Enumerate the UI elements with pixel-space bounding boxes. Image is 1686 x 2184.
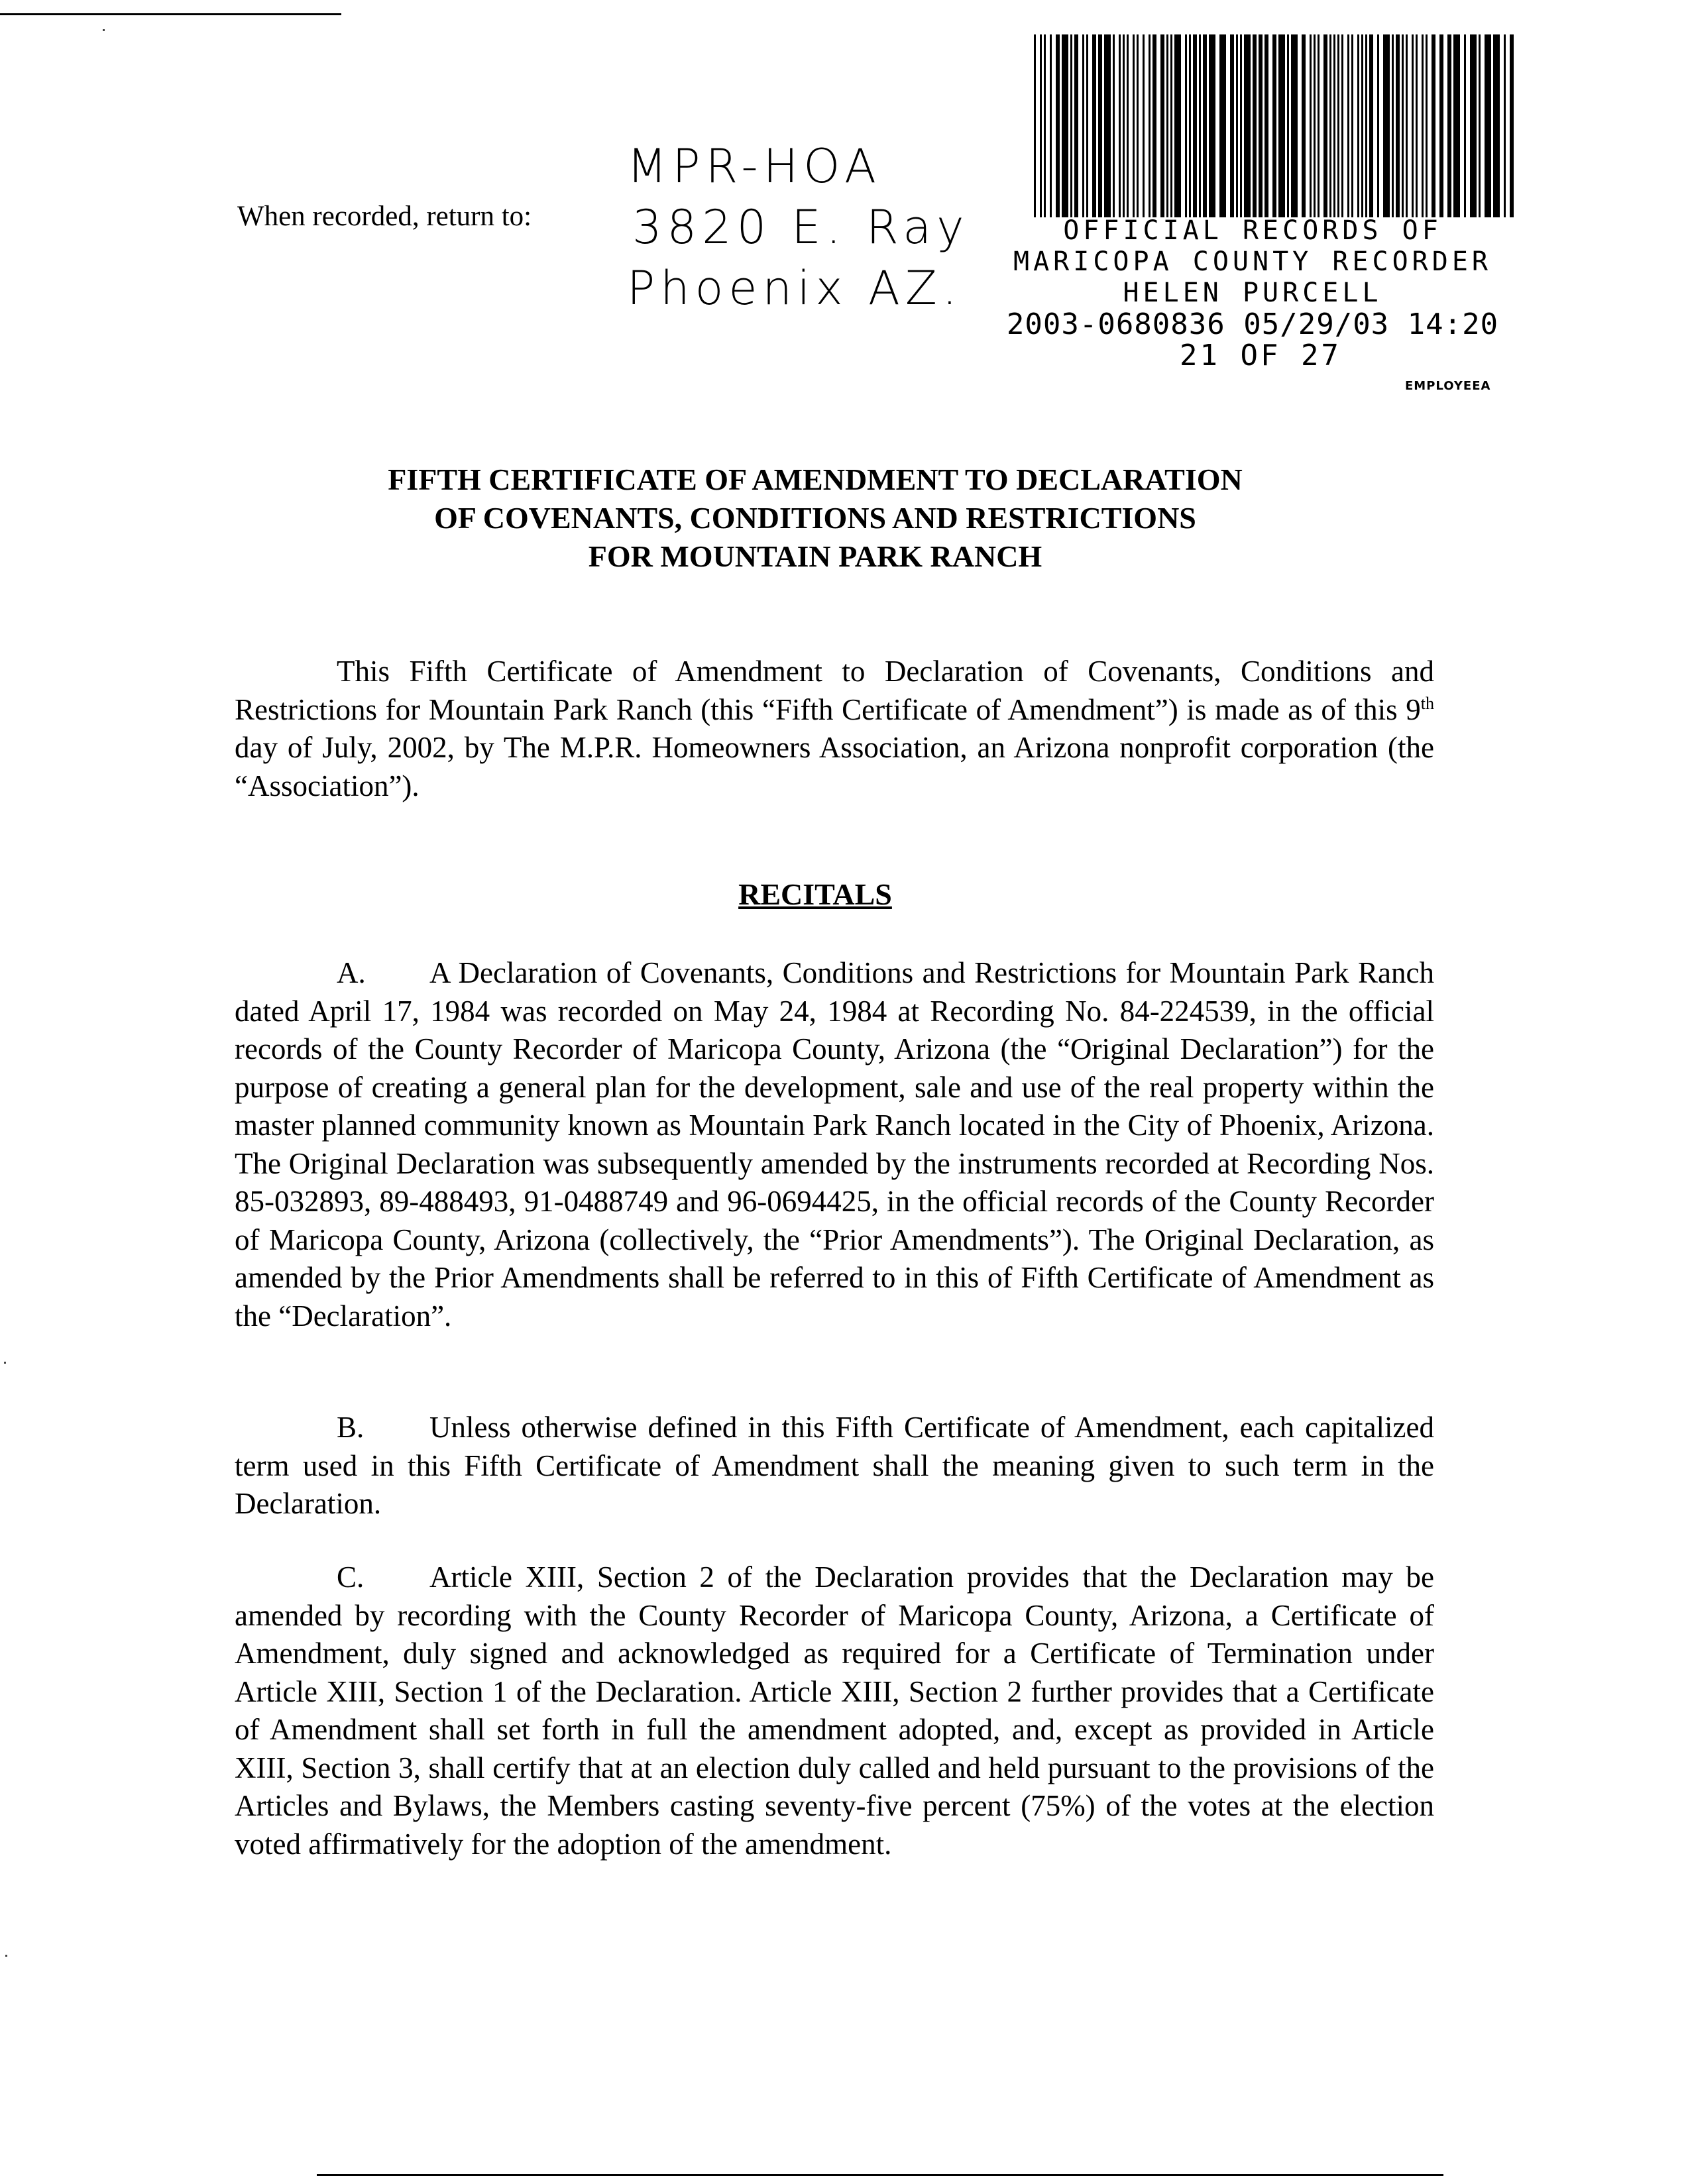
barcode-bar (1287, 34, 1289, 217)
barcode-bar (1062, 34, 1068, 217)
recorder-stamp (981, 215, 1524, 371)
handwritten-line: MPR-HOA (627, 139, 882, 193)
barcode-bar (1193, 34, 1197, 217)
barcode-bar (1453, 34, 1460, 217)
barcode-bar (1333, 34, 1335, 217)
barcode-bar (1133, 34, 1135, 217)
barcode-bar (1470, 34, 1477, 217)
barcode-bar (1137, 34, 1139, 217)
barcode-bar (1347, 34, 1349, 217)
barcode-bar (1104, 34, 1111, 217)
barcode-bar (1209, 34, 1215, 217)
barcode-bar (1406, 34, 1408, 217)
handwritten-return-address (627, 136, 970, 319)
recital-label: A. (337, 956, 366, 989)
barcode-bar (1199, 34, 1201, 217)
title-line: FIFTH CERTIFICATE OF AMENDMENT TO DECLARATION (388, 463, 1243, 496)
barcode-bar (1464, 34, 1466, 217)
barcode-bar (1203, 34, 1207, 217)
barcode-bar (1070, 34, 1072, 217)
recitals-heading: RECITALS (738, 877, 892, 911)
barcode-bar (1337, 34, 1339, 217)
ordinal-suffix: th (1420, 693, 1434, 713)
barcode-bar (1174, 34, 1181, 217)
recital-c (235, 1558, 1434, 1863)
barcode-bar (1253, 34, 1257, 217)
recital-text: Unless otherwise defined in this Fifth Certificate of Amendment, each capitalized term used in this Fifth Certificate of Amendment shall the meaning given to such term in the Declaration. (235, 1411, 1434, 1520)
barcode-bar (1412, 34, 1414, 217)
barcode-bar (1050, 34, 1052, 217)
barcode-bar (1160, 34, 1164, 217)
title-line: OF COVENANTS, CONDITIONS AND RESTRICTIONS (434, 501, 1196, 535)
barcode-bar (1329, 34, 1331, 217)
recital-label: C. (337, 1560, 365, 1594)
barcode-bar (1264, 34, 1268, 217)
barcode-bar (1219, 34, 1226, 217)
barcode-bar (1230, 34, 1234, 217)
employee-code: EMPLOYEEA (1405, 379, 1491, 393)
barcode-bar (1074, 34, 1078, 217)
barcode-bar (1402, 34, 1404, 217)
barcode-bar (1310, 34, 1312, 217)
barcode-bar (1082, 34, 1084, 217)
barcode-bar (1302, 34, 1306, 217)
recital-text: A Declaration of Covenants, Conditions and Restrictions for Mountain Park Ranch dated April 17, 1984 was recorded on May 24, 1984 at Recording No. 84-224539, in the official records of the County Recorder of Maricopa County, Arizona (the “Original Declaration”) for the purpose of creating a general plan for the development, sale and use of the real property within the master planned community known as Mountain Park Ranch located in the City of Phoenix, Arizona. The Original Declaration was subsequently amended by the instruments recorded at Recording Nos. 85-032893, 89-488493, 91-0488749 and 96-0694425, in the official records of the County Recorder of Maricopa County, Arizona (collectively, the “Prior Amendments”). The Original Declaration, as amended by the Prior Amendments shall be referred to in this of Fifth Certificate of Amendment as the “Declaration”. (235, 956, 1434, 1333)
barcode-bar (1426, 34, 1428, 217)
barcode-bar (1291, 34, 1298, 217)
barcode-bar (1392, 34, 1394, 217)
barcode-bar (1092, 34, 1096, 217)
intro-text: This Fifth Certificate of Amendment to Declaration of Covenants, Conditions and Restrictions for Mountain Park Ranch (this “Fifth Certificate of Amendment”) is made as of this 9 (235, 655, 1434, 726)
page-count: 21 OF 27 (1180, 339, 1341, 372)
barcode-bar (1422, 34, 1424, 217)
barcode-bar (1086, 34, 1088, 217)
intro-paragraph (235, 653, 1434, 805)
barcode-bar (1040, 34, 1042, 217)
stamp-line: OFFICIAL RECORDS OF (1063, 215, 1442, 246)
barcode-bar (1259, 34, 1263, 217)
barcode-bar (1119, 34, 1121, 217)
barcode-bar (1143, 34, 1145, 217)
barcode-bar (1098, 34, 1102, 217)
barcode-bar (1152, 34, 1156, 217)
barcode-bar (1383, 34, 1390, 217)
barcode-bar (1447, 34, 1451, 217)
barcode-bar (1485, 34, 1491, 217)
barcode-bar (1432, 34, 1435, 217)
barcode-bar (1189, 34, 1191, 217)
barcode-bar (1351, 34, 1353, 217)
barcode-bar (1240, 34, 1242, 217)
recital-b (235, 1409, 1434, 1523)
barcode-bar (1318, 34, 1320, 217)
barcode-bar (1034, 34, 1036, 217)
barcode-bar (1314, 34, 1316, 217)
barcode-bar (1416, 34, 1418, 217)
barcode-bar (1123, 34, 1125, 217)
barcode-bar (1170, 34, 1172, 217)
barcode-bar (1127, 34, 1129, 217)
recording-barcode (1034, 34, 1514, 217)
barcode-bar (1149, 34, 1151, 217)
barcode-bar (1365, 34, 1367, 217)
barcode-bar (1278, 34, 1285, 217)
barcode-bar (1244, 34, 1251, 217)
bottom-margin-rule (317, 2174, 1443, 2176)
barcode-bar (1510, 34, 1514, 217)
barcode-bar (1357, 34, 1359, 217)
scan-speck (5, 1955, 7, 1957)
scan-speck (4, 1362, 6, 1364)
barcode-bar (1361, 34, 1363, 217)
barcode-bar (1113, 34, 1115, 217)
barcode-bar (1272, 34, 1276, 217)
top-margin-rule (0, 13, 341, 15)
barcode-bar (1369, 34, 1373, 217)
stamp-line: MARICOPA COUNTY RECORDER (1013, 246, 1492, 277)
handwritten-line: 3820 E. Ray (632, 200, 970, 254)
barcode-bar (1396, 34, 1400, 217)
document-title (199, 461, 1432, 576)
recital-a (235, 954, 1434, 1335)
barcode-bar (1044, 34, 1046, 217)
barcode-bar (1504, 34, 1506, 217)
barcode-bar (1323, 34, 1327, 217)
stamp-line: HELEN PURCELL (1123, 278, 1382, 308)
barcode-bar (1185, 34, 1187, 217)
barcode-bar (1479, 34, 1481, 217)
title-line: FOR MOUNTAIN PARK RANCH (588, 539, 1042, 573)
barcode-bar (1166, 34, 1168, 217)
recital-text: Article XIII, Section 2 of the Declaration provides that the Declaration may be amended by recording with the County Recorder of Maricopa County, Arizona, a Certificate of Amendment, duly signed and acknowledged as required for a Certificate of Termination under Article XIII, Section 1 of the Declaration. Article XIII, Section 2 further provides that a Certificate of Amendment shall set forth in full the amendment adopted, and, except as provided in Article XIII, Section 3, shall certify that at an election duly called and held pursuant to the provisions of the Articles and Bylaws, the Members casting seventy-five percent (75%) of the votes at the election voted affirmatively for the adoption of the amendment. (235, 1560, 1434, 1861)
intro-text-cont: day of July, 2002, by The M.P.R. Homeowners Association, an Arizona nonprofit corporation (the “Association”). (235, 731, 1434, 802)
barcode-bar (1493, 34, 1500, 217)
barcode-bar (1341, 34, 1343, 217)
barcode-bar (1377, 34, 1379, 217)
barcode-bar (1236, 34, 1238, 217)
return-to-label: When recorded, return to: (237, 201, 532, 232)
handwritten-line: Phoenix AZ. (627, 261, 963, 315)
recording-number: 2003-0680836 05/29/03 14:20 (1006, 307, 1499, 341)
scan-speck (103, 29, 105, 31)
barcode-bar (1056, 34, 1060, 217)
barcode-bar (1439, 34, 1443, 217)
recital-label: B. (337, 1411, 365, 1444)
